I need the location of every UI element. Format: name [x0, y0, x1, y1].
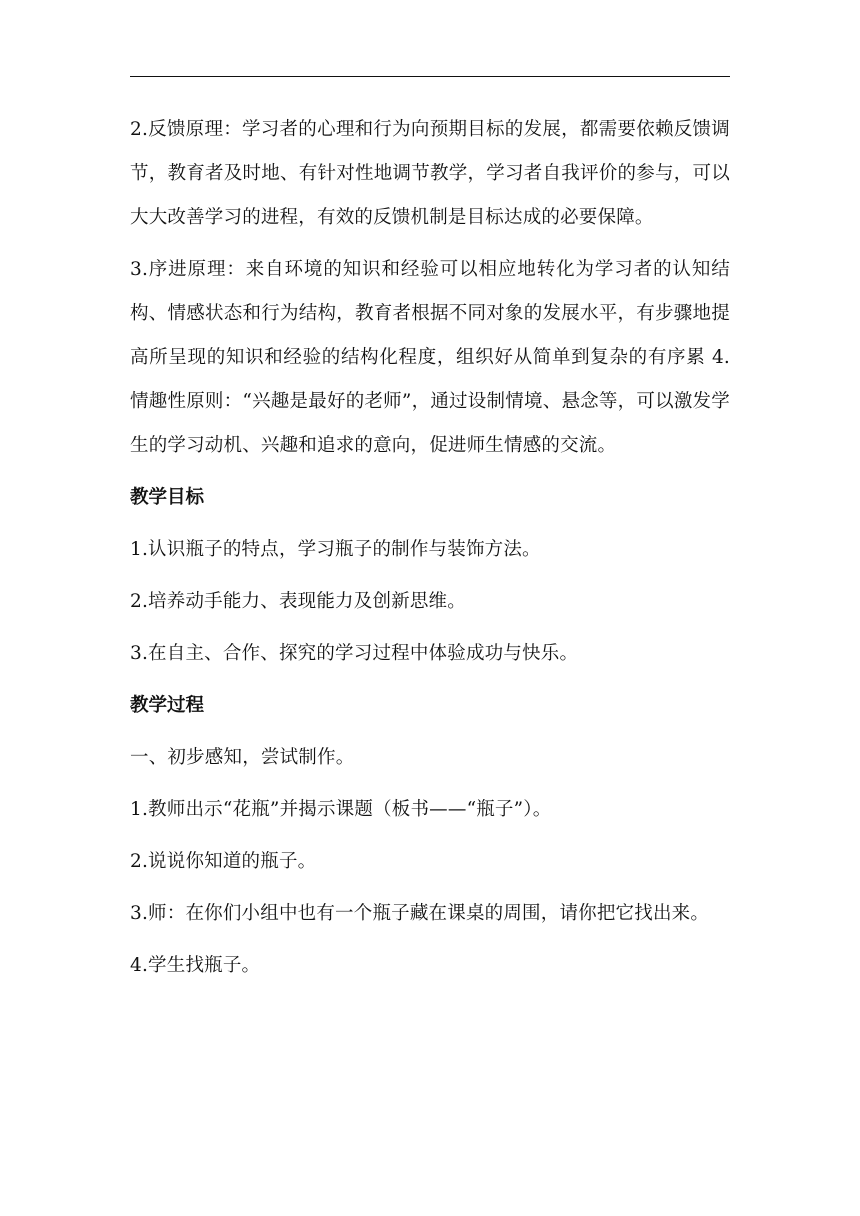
paragraph-feedback-principle: 2.反馈原理：学习者的心理和行为向预期目标的发展，都需要依赖反馈调节，教育者及时地、有针对性地调节教学，学习者自我评价的参与，可以大大改善学习的进程，有效的反馈机制是目标达成的必要保障。	[130, 119, 730, 228]
process-item-section-1: 一、初步感知，尝试制作。	[130, 747, 355, 768]
heading-teaching-goals: 教学目标	[130, 487, 205, 508]
header-rule	[130, 76, 730, 77]
goal-item-2: 2.培养动手能力、表现能力及创新思维。	[130, 591, 466, 612]
process-item-2: 2.说说你知道的瓶子。	[130, 851, 317, 872]
process-item-3: 3.师：在你们小组中也有一个瓶子藏在课桌的周围，请你把它找出来。	[130, 903, 710, 924]
heading-teaching-process: 教学过程	[130, 695, 205, 716]
paragraph-sequence-principle: 3.序进原理：来自环境的知识和经验可以相应地转化为学习者的认知结构、情感状态和行为结构，教育者根据不同对象的发展水平，有步骤地提高所呈现的知识和经验的结构化程度，组织好从简单到复杂的有序累 4.情趣性原则：“兴趣是最好的老师”，通过设制情境、悬念等，可以激发学生的学习动机、兴趣和追求的意向，促进师生情感的交流。	[130, 259, 730, 456]
goal-item-3: 3.在自主、合作、探究的学习过程中体验成功与快乐。	[130, 643, 579, 664]
process-item-4: 4.学生找瓶子。	[130, 955, 261, 976]
goal-item-1: 1.认识瓶子的特点，学习瓶子的制作与装饰方法。	[130, 539, 541, 560]
document-body	[130, 108, 730, 988]
process-item-1: 1.教师出示“花瓶”并揭示课题（板书——“瓶子”）。	[130, 799, 552, 820]
